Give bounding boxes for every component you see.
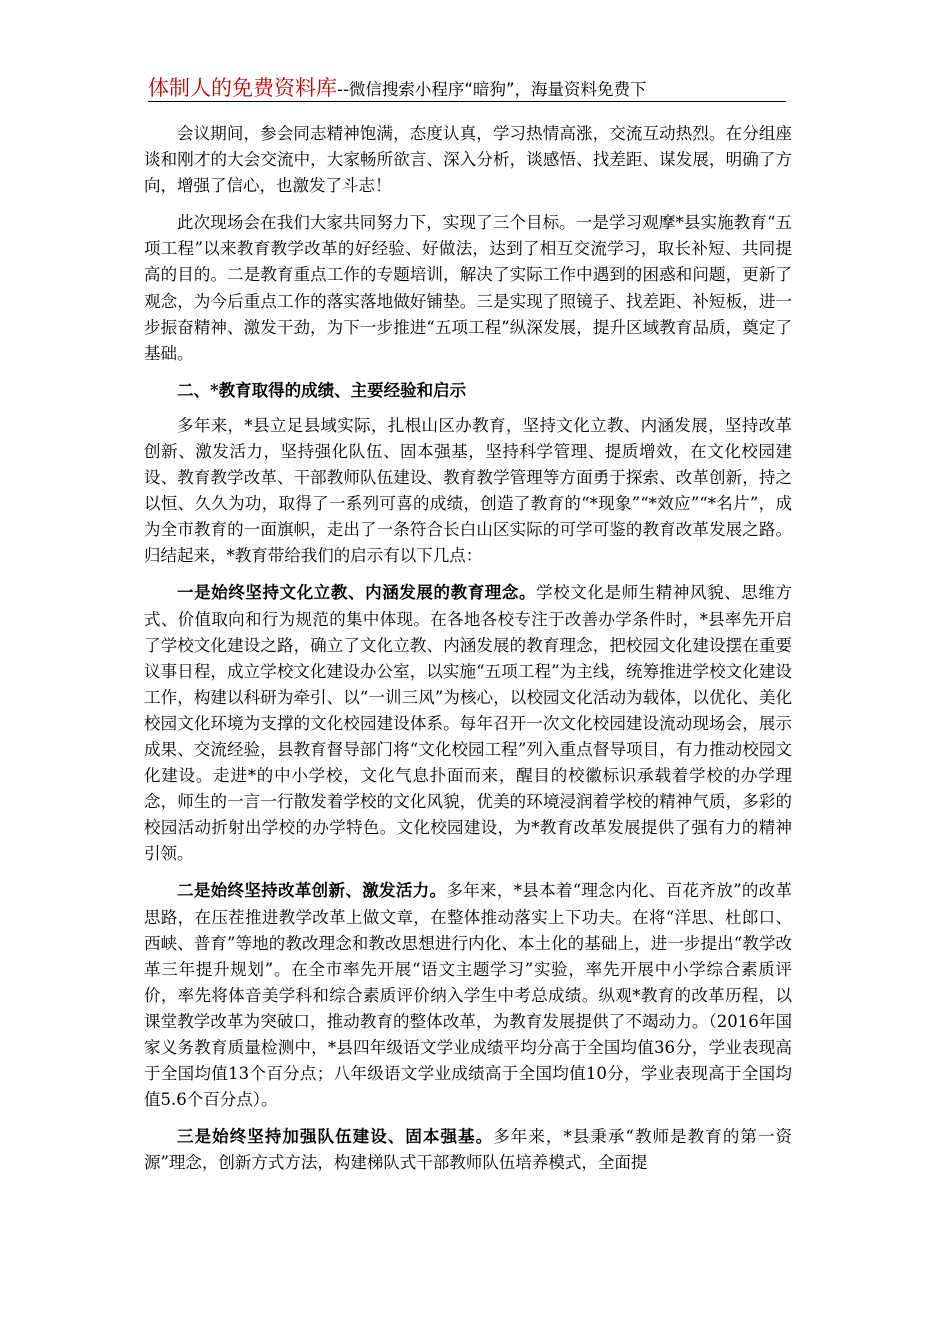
paragraph-lead: 三是始终坚持加强队伍建设、固本强基。 <box>177 1127 494 1147</box>
paragraph-lead: 一是始终坚持文化立教、内涵发展的教育理念。 <box>177 583 537 603</box>
document-body <box>144 121 792 1187</box>
paragraph-meeting <box>144 121 792 199</box>
page-header <box>148 72 786 102</box>
section-heading: 二、*教育取得的成绩、主要经验和启示 <box>177 380 467 400</box>
paragraph-text: 学校文化是师生精神风貌、思维方式、价值取向和行为规范的集中体现。在各地各校专注于改善办学条件时，*县率先开启了学校文化建设之路，确立了文化立教、内涵发展的教育理念，把校园文化建设摆在重要议事日程，成立学校文化建设办公室，以实施“五项工程”为主线，统筹推进学校文化建设工作，构建以科研为牵引、以“一训三风”为核心，以校园文化活动为载体，以优化、美化校园文化环境为支撑的文化校园建设体系。每年召开一次文化校园建设流动现场会，展示成果、交流经验，县教育督导部门将“文化校园工程”列入重点督导项目，有力推动校园文化建设。走进*的中小学校，文化气息扑面而来，醒目的校徽标识承载着学校的办学理念，师生的一言一行散发着学校的文化风貌，优美的环境浸润着学校的精神气质，多彩的校园活动折射出学校的办学特色。文化校园建设，为*教育改革发展提供了强有力的精神引领。 <box>144 583 793 864</box>
paragraph-culture <box>144 580 792 867</box>
paragraph-text: 此次现场会在我们大家共同努力下，实现了三个目标。一是学习观摩*县实施教育“五项工程”以来教育教学改革的好经验、好做法，达到了相互交流学习，取长补短、共同提高的目的。二是教育重点工作的专题培训，解决了实际工作中遇到的困惑和问题，更新了观念，为今后重点工作的落实落地做好铺垫。三是实现了照镜子、找差距、补短板，进一步振奋精神、激发干劲，为下一步推进“五项工程”纵深发展，提升区域教育品质，奠定了基础。 <box>144 213 792 363</box>
paragraph-text: 多年来，*县立足县域实际，扎根山区办教育，坚持文化立教、内涵发展，坚持改革创新、激发活力，坚持强化队伍、固本强基，坚持科学管理、提质增效，在文化校园建设、教育教学改革、干部教师队伍建设、教育教学管理等方面勇于探索、改革创新，持之以恒、久久为功，取得了一系列可喜的成绩，创造了教育的“*现象”“*效应”“*名片”，成为全市教育的一面旗帜，走出了一条符合长白山区实际的可学可鉴的教育改革发展之路。归结起来，*教育带给我们的启示有以下几点： <box>144 415 792 566</box>
paragraph-lead: 二是始终坚持改革创新、激发活力。 <box>177 881 447 901</box>
paragraph-team <box>144 1124 792 1176</box>
paragraph-text: 多年来，*县秉承“教师是教育的第一资源”理念，创新方式方法，构建梯队式干部教师队伍培养模式，全面提 <box>144 1127 793 1173</box>
paragraph-reform <box>144 878 792 1113</box>
header-title: 体制人的免费资料库 <box>148 76 337 100</box>
paragraph-overview <box>144 413 792 570</box>
paragraph-text: 多年来，*县本着“理念内化、百花齐放”的改革思路，在压茬推进教学改革上做文章，在整体推动落实上下功夫。在将“洋思、杜郎口、西峡、普育”等地的教改理念和教改思想进行内化、本土化的基础上，进一步提出“教学改革三年提升规划”。在全市率先开展“语文主题学习”实验，率先开展中小学综合素质评价，率先将体音美学科和综合素质评价纳入学生中考总成绩。纵观*教育的改革历程，以课堂教学改革为突破口，推动教育的整体改革，为教育发展提供了不竭动力。（2016年国家义务教育质量检测中，*县四年级语文学业成绩平均分高于全国均值36分，学业表现高于全国均值13个百分点；八年级语文学业成绩高于全国均值10分，学业表现高于全国均值5.6个百分点）。 <box>144 881 793 1110</box>
paragraph-text: 会议期间，参会同志精神饱满，态度认真，学习热情高涨，交流互动热烈。在分组座谈和刚才的大会交流中，大家畅所欲言、深入分析，谈感悟、找差距、谋发展，明确了方向，增强了信心，也激发了斗志！ <box>144 124 792 196</box>
header-subtitle: --微信搜索小程序“暗狗”，海量资料免费下 <box>337 80 647 99</box>
paragraph-goals <box>144 210 792 367</box>
header-divider <box>148 101 786 102</box>
